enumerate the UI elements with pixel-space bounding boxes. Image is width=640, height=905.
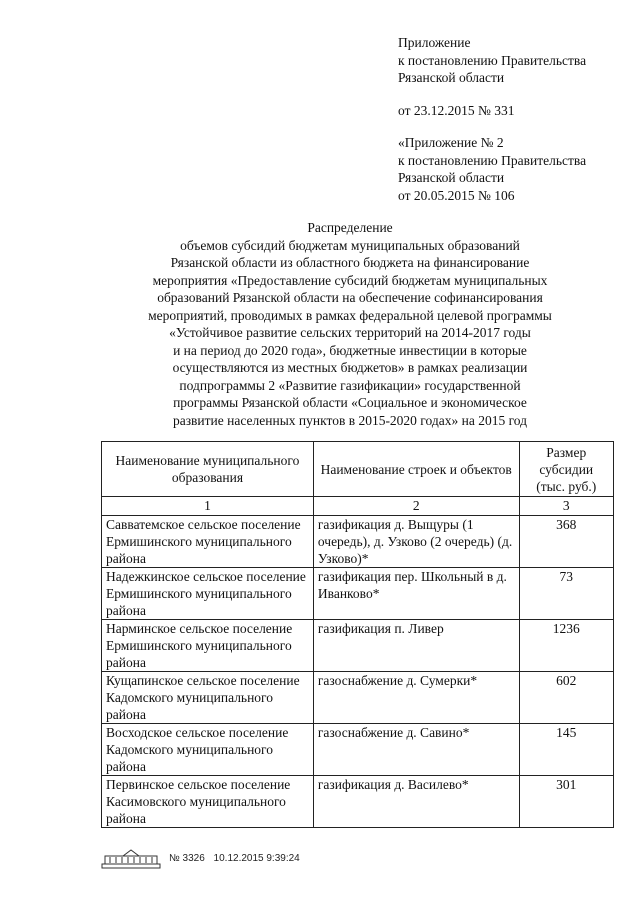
municipality-cell: Савватемское сельское поселение Ермишинского муниципального района <box>102 516 314 568</box>
object-cell: газификация п. Ливер <box>313 620 519 672</box>
title-line: осуществляются из местных бюджетов» в рамках реализации <box>172 360 528 375</box>
annex-line: Рязанской области <box>398 70 505 85</box>
amount-cell: 73 <box>519 568 613 620</box>
object-cell: газоснабжение д. Савино* <box>313 724 519 776</box>
amount-cell: 145 <box>519 724 613 776</box>
annex-line: Приложение <box>398 35 471 50</box>
title-line: мероприятий, проводимых в рамках федеральной целевой программы <box>148 307 552 323</box>
title-line: и на период до 2020 года», бюджетные инвестиции в которые <box>173 342 527 358</box>
municipality-cell: Восходское сельское поселение Кадомского муниципального района <box>102 724 314 776</box>
title-line: объемов субсидий бюджетам муниципальных образований <box>180 237 520 253</box>
object-cell: газификация пер. Школьный в д. Иванково* <box>313 568 519 620</box>
title-line: «Устойчивое развитие сельских территорий на 2014-2017 годы <box>169 325 531 340</box>
subsidy-table <box>101 441 614 828</box>
amount-cell: 368 <box>519 516 613 568</box>
header-objects: Наименование строек и объектов <box>313 442 519 497</box>
object-cell: газоснабжение д. Сумерки* <box>313 672 519 724</box>
title-line: программы Рязанской области «Социальное и экономическое <box>173 395 527 410</box>
object-cell: газификация д. Выщуры (1 очередь), д. Узково (2 очередь) (д. Узково)* <box>313 516 519 568</box>
title-line: мероприятия «Предоставление субсидий бюджетам муниципальных <box>152 272 548 288</box>
municipality-cell: Кущапинское сельское поселение Кадомского муниципального района <box>102 672 314 724</box>
municipality-cell: Первинское сельское поселение Касимовского муниципального района <box>102 776 314 828</box>
table-row <box>102 776 614 828</box>
municipality-cell: Нарминское сельское поселение Ермишинского муниципального района <box>102 620 314 672</box>
column-number-row <box>102 497 614 516</box>
table-row <box>102 724 614 776</box>
amount-cell: 1236 <box>519 620 613 672</box>
annex-line: к постановлению Правительства <box>398 52 587 68</box>
municipality-cell: Надежкинское сельское поселение Ермишинского муниципального района <box>102 568 314 620</box>
registration-number: № 3326 <box>169 852 205 864</box>
table-header-row <box>102 442 614 497</box>
header-amount: Размер субсидии (тыс. руб.) <box>519 442 613 497</box>
annex-block <box>398 34 628 204</box>
table-row <box>102 516 614 568</box>
title-line: развитие населенных пунктов в 2015-2020 годах» на 2015 год <box>172 412 528 428</box>
object-cell: газификация д. Василево* <box>313 776 519 828</box>
amount-cell: 602 <box>519 672 613 724</box>
amount-cell: 301 <box>519 776 613 828</box>
registration-meta <box>169 853 306 864</box>
table-row <box>102 672 614 724</box>
annex-line: «Приложение № 2 <box>398 135 504 150</box>
title-line: Распределение <box>307 220 393 235</box>
title-line: подпрограммы 2 «Развитие газификации» государственной <box>179 377 521 393</box>
annex-line: Рязанской области <box>398 170 505 185</box>
table-row <box>102 568 614 620</box>
registration-datetime: 10.12.2015 9:39:24 <box>213 852 300 864</box>
document-title <box>90 219 610 429</box>
registration-footer <box>101 846 306 870</box>
title-line: Рязанской области из областного бюджета на финансирование <box>170 255 530 270</box>
column-number: 3 <box>519 497 613 516</box>
header-municipality: Наименование муниципального образования <box>102 442 314 497</box>
column-number: 2 <box>313 497 519 516</box>
building-stamp-icon <box>101 847 161 869</box>
column-number: 1 <box>102 497 314 516</box>
table-row <box>102 620 614 672</box>
annex-line: от 20.05.2015 № 106 <box>398 187 515 203</box>
annex-date: от 23.12.2015 № 331 <box>398 102 515 118</box>
title-line: образований Рязанской области на обеспечение софинансирования <box>157 290 543 305</box>
annex-line: к постановлению Правительства <box>398 152 587 168</box>
